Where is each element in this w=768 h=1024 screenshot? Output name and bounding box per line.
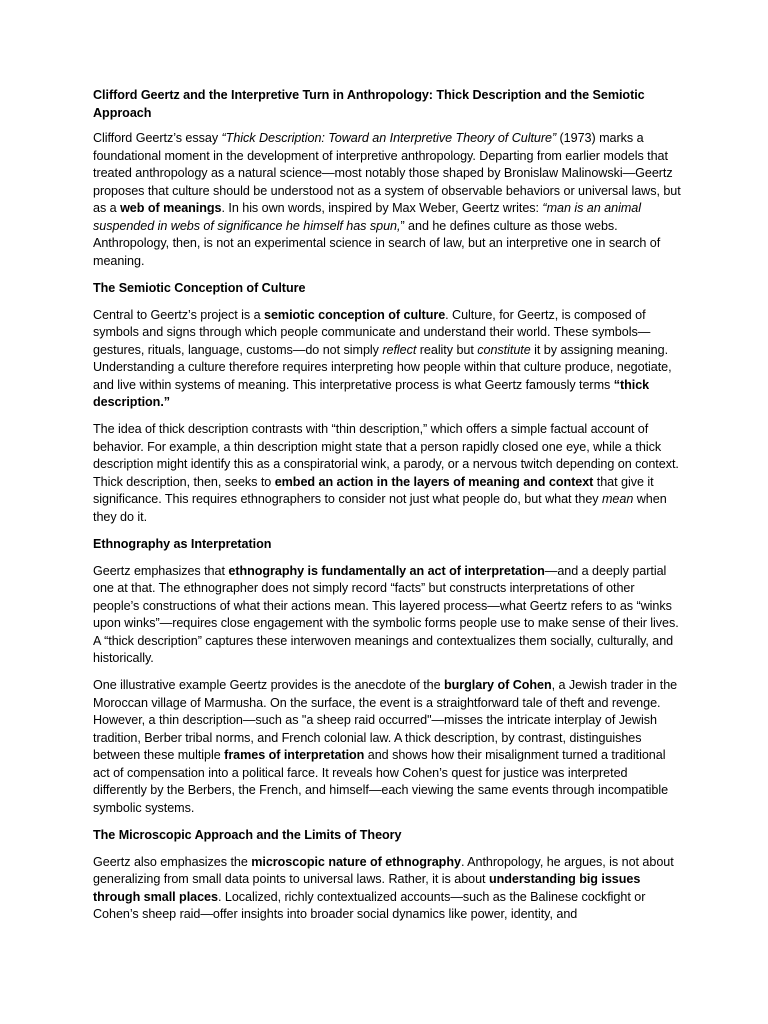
emphasis-bold: understanding big issues through small places [93, 872, 641, 904]
text-run: Geertz also emphasizes the [93, 854, 252, 869]
text-run: . In his own words, inspired by Max Weber, Geertz writes: [221, 201, 543, 215]
emphasis-bold: frames of interpretation [224, 748, 365, 762]
paragraph-semiotic [93, 307, 681, 412]
emphasis-bold: semiotic conception of culture [264, 307, 446, 322]
emphasis-bold: web of meanings [120, 201, 222, 215]
text-run: . Anthropology, he argues, is not about generalizing from small data points to universal laws. Rather, it is about [93, 854, 674, 886]
emphasis-italic: reflect [382, 342, 417, 357]
document-title: Clifford Geertz and the Interpretive Turn in Anthropology: Thick Description and the Semiotic Approach [93, 88, 645, 120]
quote-italic: “man is an animal suspended in webs of significance he himself has spun, [93, 201, 641, 233]
essay-title-italic: “Thick Description: Toward an Interpretive Theory of Culture” [221, 131, 557, 145]
text-run: when they do it. [93, 492, 667, 524]
text-run: (1973) marks a foundational moment in the development of interpretive anthropology. Departing from earlier models that treated anthropology as a natural science—most notably those shaped by Bronislaw Malinowski—Geertz proposes that culture should be understood not as a system of observable behaviors or universal laws, but as a [93, 131, 681, 215]
emphasis-bold: embed an action in the layers of meaning and context [274, 474, 594, 489]
text-run: Central to Geertz’s project is a [93, 307, 265, 322]
text-run: and shows how their misalignment turned a traditional act of compensation into a political farce. It reveals how Cohen’s quest for justice was interpreted differently by the Berbers, the French, and himself—each viewing the same events through incompatible symbolic systems. [93, 748, 669, 815]
text-run: it by assigning meaning. Understanding a culture therefore requires interpreting how people within that culture produce, negotiate, and live within systems of meaning. This interpretative process is what Geertz famously terms [93, 342, 672, 392]
emphasis-bold: burglary of Cohen [444, 678, 552, 692]
paragraph-microscopic [93, 854, 681, 924]
text-run: . Culture, for Geertz, is composed of symbols and signs through which people communicate and understand their world. These symbols—gestures, rituals, language, customs—do not simply [93, 307, 651, 357]
paragraph-ethnography [93, 563, 681, 668]
paragraph-intro [93, 130, 681, 270]
document-page [93, 87, 681, 933]
emphasis-bold: “thick description.” [93, 377, 650, 409]
text-run: that give it significance. This requires ethnographers to consider not just what people do, but what they [93, 474, 654, 506]
paragraph-cohen [93, 677, 681, 817]
section-heading-ethnography: Ethnography as Interpretation [93, 536, 272, 551]
text-run: Geertz emphasizes that [93, 563, 229, 578]
text-run: , a Jewish trader in the Moroccan village of Marmusha. On the surface, the event is a straightforward tale of theft and revenge. However, a thin description—such as "a sheep raid occurred"—misses the intricate interplay of Jewish tradition, Berber tribal norms, and French colonial law. A thick description, by contrast, distinguishes between these multiple [93, 678, 678, 762]
section-heading-microscopic: The Microscopic Approach and the Limits of Theory [93, 827, 402, 842]
emphasis-italic: constitute [477, 342, 531, 357]
text-run: . Localized, richly contextualized accounts—such as the Balinese cockfight or Cohen’s sheep raid—offer insights into broader social dynamics like power, identity, and [93, 889, 646, 921]
emphasis-italic: mean [601, 492, 634, 506]
text-run: ” and he defines culture as those webs. Anthropology, then, is not an experimental science in search of law, but an interpretive one in search of meaning. [93, 218, 661, 268]
paragraph-thick-description [93, 421, 681, 526]
text-run: Clifford Geertz’s essay [93, 131, 222, 145]
emphasis-bold: ethnography is fundamentally an act of interpretation [228, 563, 545, 578]
text-run: reality but [416, 342, 478, 357]
section-heading-semiotic: The Semiotic Conception of Culture [93, 280, 306, 295]
emphasis-bold: microscopic nature of ethnography [251, 854, 461, 869]
text-run: —and a deeply partial one at that. The ethnographer does not simply record “facts” but constructs interpretations of other people’s constructions of what their actions mean. This layered process—what Geertz refers to as “winks upon winks”—requires close engagement with the symbolic forms people use to make sense of their lives. A “thick description” captures these interwoven meanings and contextualizes them socially, culturally, and historically. [93, 563, 679, 665]
text-run: One illustrative example Geertz provides is the anecdote of the [93, 678, 445, 692]
text-run: The idea of thick description contrasts with “thin description,” which offers a simple factual account of behavior. For example, a thin description might state that a person rapidly closed one eye, while a thick description might identify this as a conspiratorial wink, a parody, or a nervous twitch depending on context. Thick description, then, seeks to [93, 422, 679, 489]
